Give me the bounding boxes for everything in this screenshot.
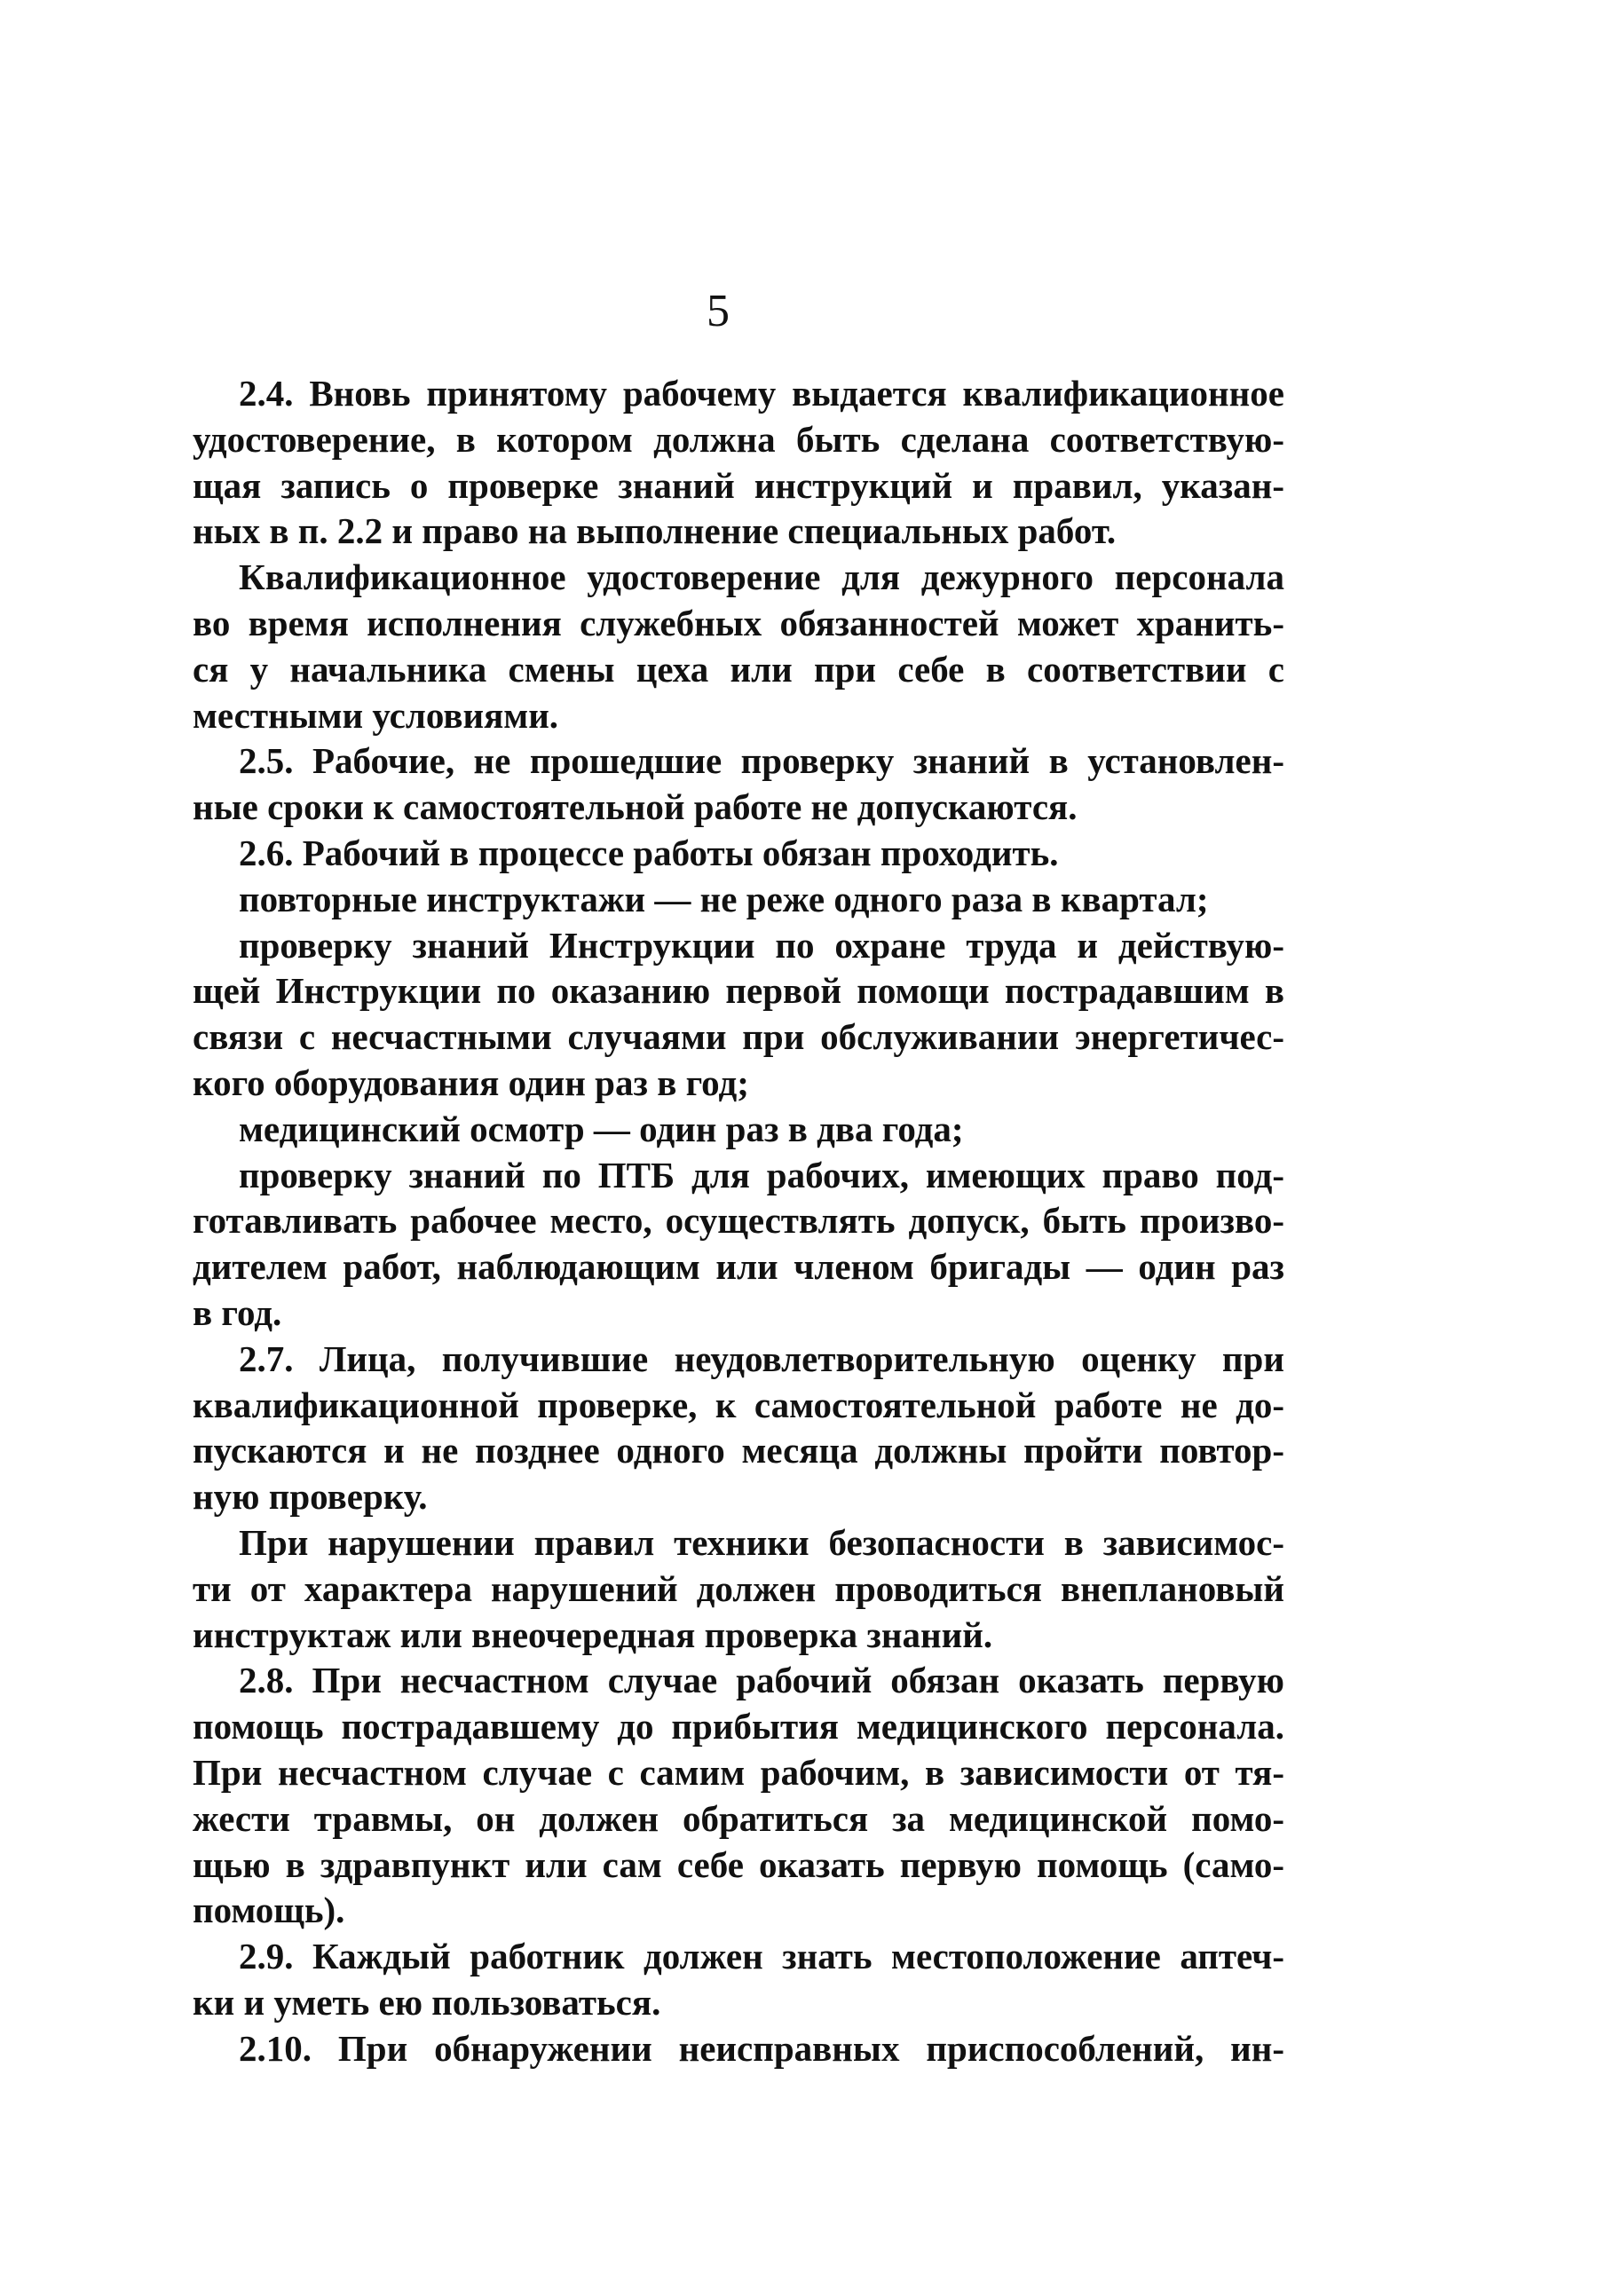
text-line: во время исполнения служебных обязанностей может хранить-: [193, 602, 1284, 643]
text-line: ки и уметь ею пользоваться.: [193, 1981, 661, 2023]
text-line: жести травмы, он должен обратиться за медицинской помо-: [193, 1797, 1284, 1839]
text-line: кого оборудования один раз в год;: [193, 1061, 749, 1103]
text-line: местными условиями.: [193, 694, 559, 736]
text-line: в год.: [193, 1291, 282, 1333]
body-text: [193, 371, 1284, 2071]
text-line: 2.7. Лица, получившие неудовлетворительную оценку при: [239, 1337, 1284, 1379]
text-line: ную проверку.: [193, 1476, 428, 1518]
text-line: помощь).: [193, 1890, 345, 1931]
text-line: инструктаж или внеочередная проверка знаний.: [193, 1614, 993, 1655]
text-line: При нарушении правил техники безопасности в зависимос-: [239, 1521, 1284, 1563]
text-line: проверку знаний по ПТБ для рабочих, имеющих право под-: [239, 1154, 1284, 1195]
text-line: ных в п. 2.2 и право на выполнение специальных работ.: [193, 510, 1117, 552]
text-line: удостоверение, в котором должна быть сделана соответствую-: [193, 418, 1284, 460]
text-line: квалификационной проверке, к самостоятельной работе не до-: [193, 1384, 1284, 1425]
text-line: связи с несчастными случаями при обслуживании энергетичес-: [193, 1016, 1284, 1058]
text-line: щью в здравпункт или сам себе оказать первую помощь (само-: [193, 1843, 1284, 1885]
text-line: ные сроки к самостоятельной работе не допускаются.: [193, 786, 1078, 828]
text-line: ти от характера нарушений должен проводиться внеплановый: [193, 1567, 1284, 1609]
text-line: пускаются и не позднее одного месяца должны пройти повтор-: [193, 1430, 1284, 1471]
text-line: проверку знаний Инструкции по охране труда и действую-: [239, 924, 1284, 966]
text-line: дителем работ, наблюдающим или членом бригады — один раз: [193, 1246, 1284, 1288]
text-line: помощь пострадавшему до прибытия медицинского персонала.: [193, 1706, 1284, 1748]
text-line: 2.9. Каждый работник должен знать местоположение аптеч-: [239, 1936, 1284, 1977]
text-line: повторные инструктажи — не реже одного раза в квартал;: [239, 878, 1209, 919]
text-line: готавливать рабочее место, осуществлять допуск, быть произво-: [193, 1200, 1284, 1242]
text-line: При несчастном случае с самим рабочим, в зависимости от тя-: [193, 1751, 1284, 1793]
text-line: 2.5. Рабочие, не прошедшие проверку знаний в установлен-: [239, 740, 1284, 782]
text-line: ся у начальника смены цеха или при себе в соответствии с: [193, 648, 1284, 690]
text-line: Квалификационное удостоверение для дежурного персонала: [239, 556, 1284, 598]
text-line: щая запись о проверке знаний инструкций и правил, указан-: [193, 464, 1284, 506]
text-line: щей Инструкции по оказанию первой помощи пострадавшим в: [193, 970, 1284, 1012]
text-line: 2.8. При несчастном случае рабочий обязан оказать первую: [239, 1660, 1284, 1701]
page-number: 5: [707, 286, 730, 336]
text-line: 2.4. Вновь принятому рабочему выдается квалификационное: [239, 373, 1284, 414]
text-line: 2.6. Рабочий в процессе работы обязан проходить.: [239, 832, 1059, 873]
text-line: 2.10. При обнаружении неисправных приспособлений, ин-: [239, 2027, 1284, 2069]
text-line: медицинский осмотр — один раз в два года;: [239, 1108, 964, 1149]
